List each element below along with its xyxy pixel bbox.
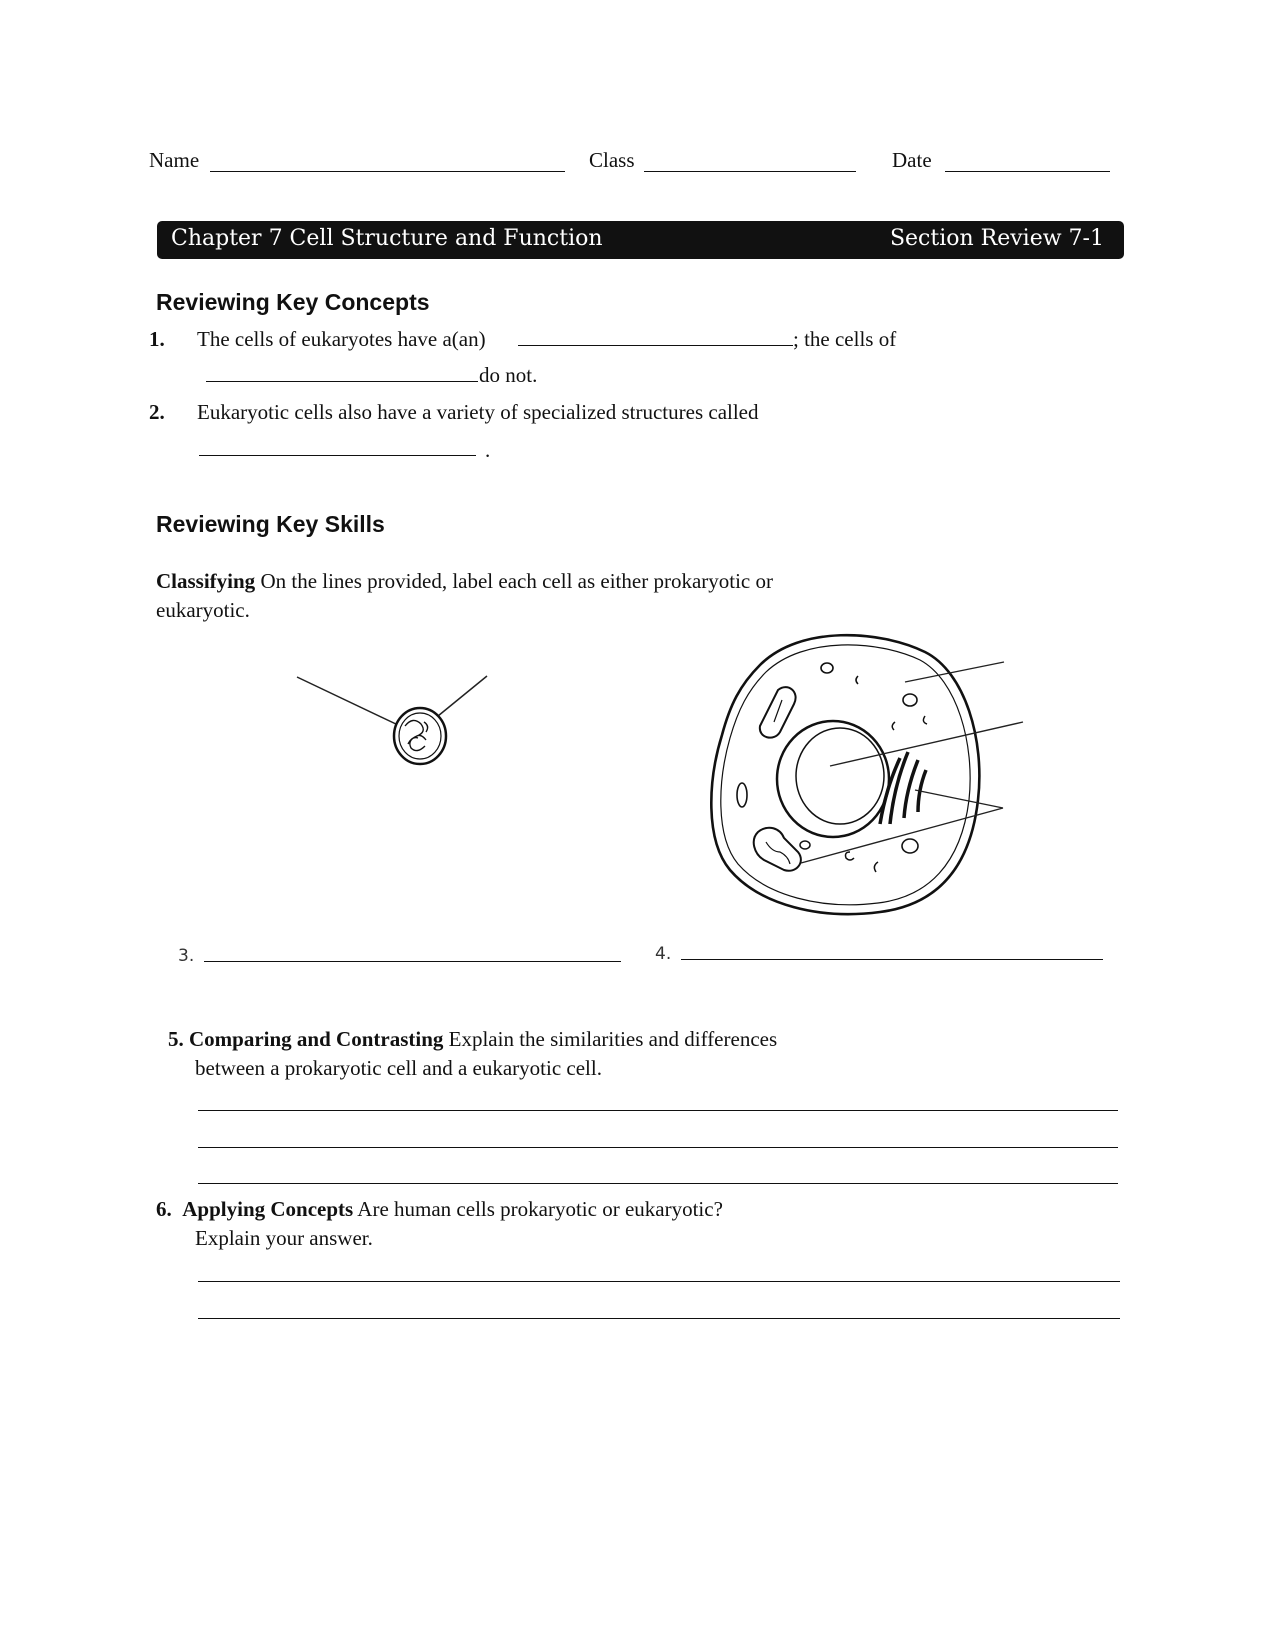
q6-text: Are human cells prokaryotic or eukaryotic? <box>353 1197 723 1221</box>
q2-number: 2. <box>149 400 165 424</box>
class-label: Class <box>589 148 635 172</box>
q5-answer-line-2[interactable] <box>198 1147 1118 1148</box>
classifying-bold: Classifying <box>156 569 256 593</box>
q2-text: Eukaryotic cells also have a variety of specialized structures called <box>197 400 759 424</box>
cell-4-blank[interactable] <box>681 959 1103 960</box>
concepts-heading: Reviewing Key Concepts <box>156 289 430 315</box>
date-label: Date <box>892 148 932 172</box>
q5-text-2: between a prokaryotic cell and a eukaryotic cell. <box>195 1056 602 1080</box>
chapter-title: Chapter 7 Cell Structure and Function <box>171 226 603 251</box>
cell-3-label: 3. <box>178 946 195 966</box>
classifying-text-2: eukaryotic. <box>156 598 250 622</box>
q1-number: 1. <box>149 327 165 351</box>
q6-text-2: Explain your answer. <box>195 1226 373 1250</box>
skills-heading: Reviewing Key Skills <box>156 511 385 537</box>
cell-3-blank[interactable] <box>204 961 621 962</box>
name-label: Name <box>149 148 200 172</box>
q6-bold: Applying Concepts <box>182 1197 354 1221</box>
section-title: Section Review 7-1 <box>889 226 1104 251</box>
q5-answer-line-1[interactable] <box>198 1110 1118 1111</box>
q6-prompt <box>156 1197 723 1222</box>
q1-text-a: The cells of eukaryotes have a(an) <box>197 327 486 351</box>
q5-number: 5. <box>168 1027 184 1051</box>
q5-text: Explain the similarities and differences <box>443 1027 778 1051</box>
q6-answer-line-1[interactable] <box>198 1281 1120 1282</box>
q5-bold: Comparing and Contrasting <box>189 1027 444 1051</box>
q1-text-c: do not. <box>479 363 538 387</box>
q5-answer-line-3[interactable] <box>198 1183 1118 1184</box>
classifying-text: On the lines provided, label each cell as either prokaryotic or <box>255 569 773 593</box>
cell-4-label: 4. <box>655 944 672 964</box>
q2-end: . <box>485 438 491 462</box>
q6-number: 6. <box>156 1197 172 1221</box>
q5-prompt <box>168 1027 777 1052</box>
q6-answer-line-2[interactable] <box>198 1318 1120 1319</box>
q1-text-b: ; the cells of <box>793 327 897 351</box>
